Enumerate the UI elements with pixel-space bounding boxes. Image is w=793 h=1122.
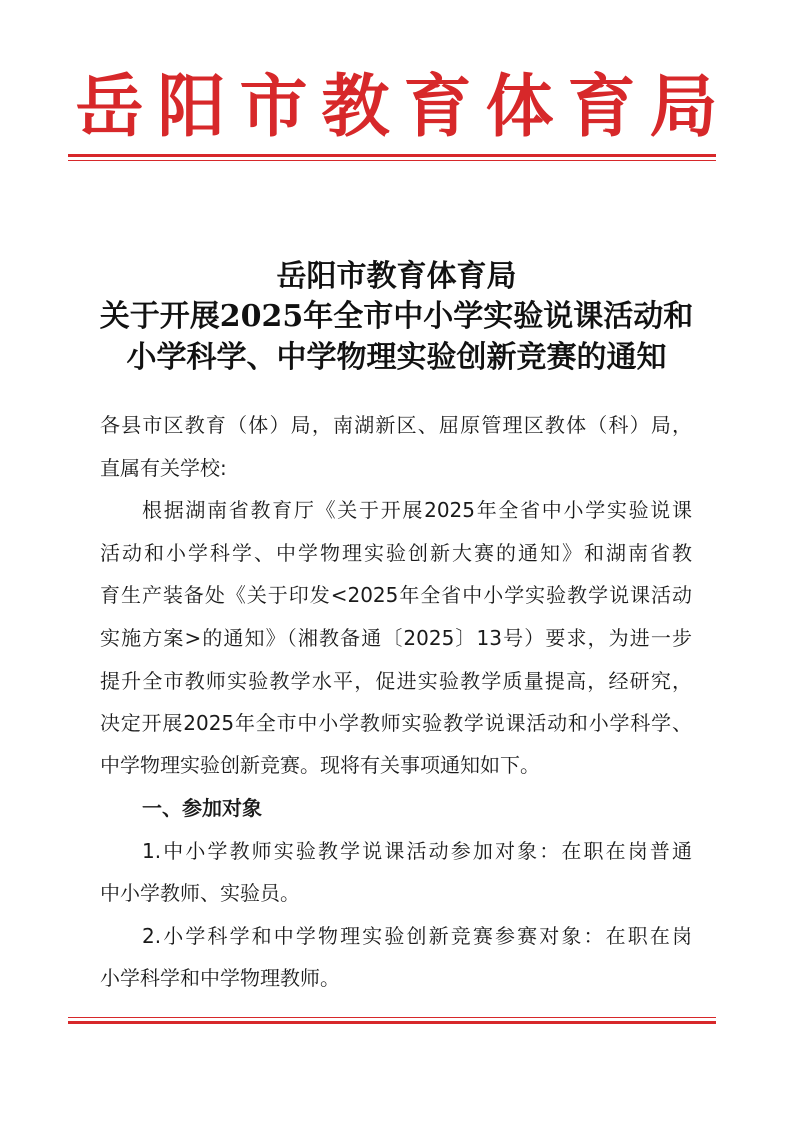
paragraph-1-line-5: 提升全市教师实验教学水平，促进实验教学质量提高，经研究，	[100, 669, 692, 693]
paragraph-1-line-2: 活动和小学科学、中学物理实验创新大赛的通知》和湖南省教	[100, 541, 692, 565]
footer-rule-thin	[68, 1017, 716, 1018]
letterhead-title: 岳阳市教育体育局	[75, 67, 732, 147]
paragraph-1-line-4: 实施方案>的通知》（湘教备通〔2025〕13号）要求，为进一步	[100, 626, 692, 650]
notice-title-line-2: 关于开展2025年全市中小学实验说课活动和	[99, 299, 694, 334]
paragraph-1-line-3: 育生产装备处《关于印发<2025年全省中小学实验教学说课活动	[100, 583, 692, 607]
footer-rule-thick	[68, 1021, 716, 1024]
paragraph-1-line-7: 中学物理实验创新竞赛。现将有关事项通知如下。	[100, 753, 540, 777]
item-1-line-1: 1.中小学教师实验教学说课活动参加对象：在职在岗普通	[142, 839, 692, 863]
recipients-line-2: 直属有关学校:	[100, 456, 227, 480]
item-2-line-1: 2.小学科学和中学物理实验创新竞赛参赛对象：在职在岗	[142, 924, 692, 948]
item-1-line-2: 中小学教师、实验员。	[100, 881, 300, 905]
letterhead-rule-thick	[68, 154, 716, 157]
letterhead-rule-thin	[68, 160, 716, 161]
recipients-line-1: 各县市区教育（体）局，南湖新区、屈原管理区教体（科）局，	[100, 413, 692, 437]
item-2-line-2: 小学科学和中学物理教师。	[100, 966, 340, 990]
section-1-heading: 一、参加对象	[142, 796, 262, 820]
paragraph-1-line-1: 根据湖南省教育厅《关于开展2025年全省中小学实验说课	[142, 498, 692, 522]
notice-title-line-1: 岳阳市教育体育局	[276, 259, 517, 294]
notice-title-line-3: 小学科学、中学物理实验创新竞赛的通知	[126, 340, 667, 375]
paragraph-1-line-6: 决定开展2025年全市中小学教师实验教学说课活动和小学科学、	[100, 711, 692, 735]
